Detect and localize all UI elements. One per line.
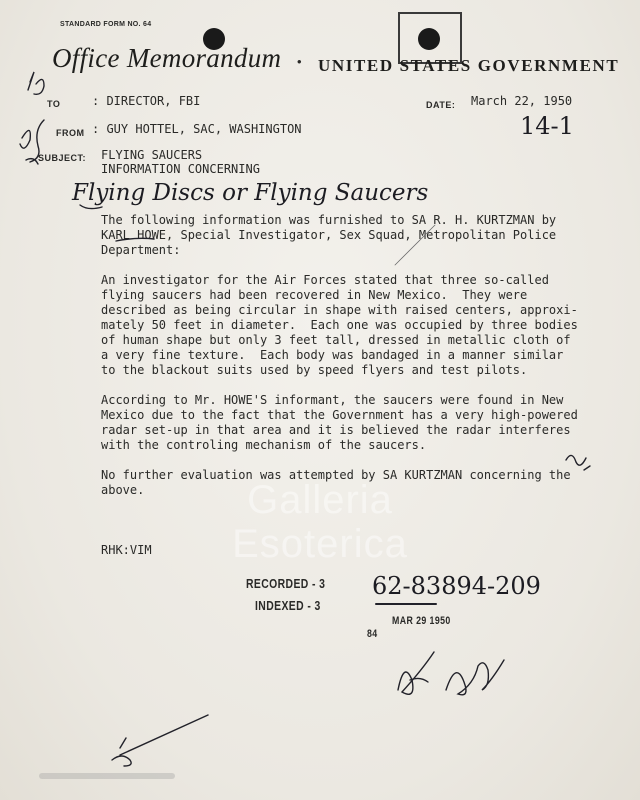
- body-line: Department:: [101, 243, 181, 257]
- recorded-stamp: RECORDED - 3: [246, 576, 326, 591]
- title-bullet: •: [297, 54, 302, 69]
- body-line: above.: [101, 483, 145, 497]
- signature-2: [446, 660, 504, 695]
- body-line: with the controling mechanism of the saucers.: [101, 438, 427, 452]
- right-margin-mark: [566, 455, 590, 470]
- body-line: of human shape but only 3 feet tall, dressed in metallic cloth of: [101, 333, 571, 347]
- to-label: TO: [47, 99, 61, 109]
- from-label: FROM: [56, 128, 85, 138]
- to-value-text: DIRECTOR, FBI: [106, 94, 201, 108]
- body-line: a very fine texture. Each body was bandaged in a manner similar: [101, 348, 564, 362]
- handwritten-date-mark: 14-1: [520, 112, 574, 140]
- subject-line-1: FLYING SAUCERS: [101, 148, 203, 162]
- date-label: DATE:: [426, 100, 456, 110]
- watermark-line-2: Esoterica: [232, 522, 408, 566]
- received-code: 84: [367, 628, 378, 640]
- signature-1: [398, 652, 434, 694]
- form-number: STANDARD FORM NO. 64: [60, 21, 152, 28]
- diagonal-stamp-mark: [395, 225, 435, 265]
- body-line: described as being circular in shape with raised centers, approxi-: [101, 303, 578, 317]
- margin-initials-mark: [28, 72, 44, 94]
- agency-title: UNITED STATES GOVERNMENT: [318, 56, 620, 75]
- indexed-stamp: INDEXED - 3: [255, 598, 321, 613]
- margin-bracket-mark: [30, 120, 44, 162]
- body-line: An investigator for the Air Forces stated that three so-called: [101, 273, 549, 287]
- typist-initials: RHK:VIM: [101, 543, 152, 557]
- date-value: March 22, 1950: [471, 94, 573, 108]
- body-line: KARL HOWE, Special Investigator, Sex Squad, Metropolitan Police: [101, 228, 557, 242]
- memo-title: Office Memorandum: [52, 43, 282, 73]
- watermark-line-1: Galleria: [247, 478, 393, 522]
- name-strike: [116, 238, 154, 241]
- to-value: : DIRECTOR, FBI: [92, 94, 201, 108]
- body-line: mately 50 feet in diameter. Each one was occupied by three bodies: [101, 318, 578, 332]
- bottom-left-scribble: [112, 715, 208, 766]
- body-line: to the blackout suits used by speed flyers and test pilots.: [101, 363, 528, 377]
- received-date-stamp: MAR 29 1950: [392, 615, 451, 627]
- body-line: Mexico due to the fact that the Government has a very high-powered: [101, 408, 578, 422]
- heading-flourish: [80, 205, 102, 209]
- subject-line-2: INFORMATION CONCERNING: [101, 162, 260, 176]
- from-value: : GUY HOTTEL, SAC, WASHINGTON: [92, 122, 302, 136]
- file-number: 62-83894-209: [372, 572, 541, 600]
- body-line: No further evaluation was attempted by SA KURTZMAN concerning the: [101, 468, 571, 482]
- subject-label: SUBJECT:: [38, 153, 87, 163]
- body-line: The following information was furnished to SA R. H. KURTZMAN by: [101, 213, 557, 227]
- body-line: According to Mr. HOWE'S informant, the saucers were found in New: [101, 393, 564, 407]
- body-line: radar set-up in that area and it is believed the radar interferes: [101, 423, 571, 437]
- handwritten-heading: Flying Discs or Flying Saucers: [72, 180, 429, 206]
- body-line: flying saucers had been recovered in New Mexico. They were: [101, 288, 528, 302]
- from-value-text: GUY HOTTEL, SAC, WASHINGTON: [106, 122, 302, 136]
